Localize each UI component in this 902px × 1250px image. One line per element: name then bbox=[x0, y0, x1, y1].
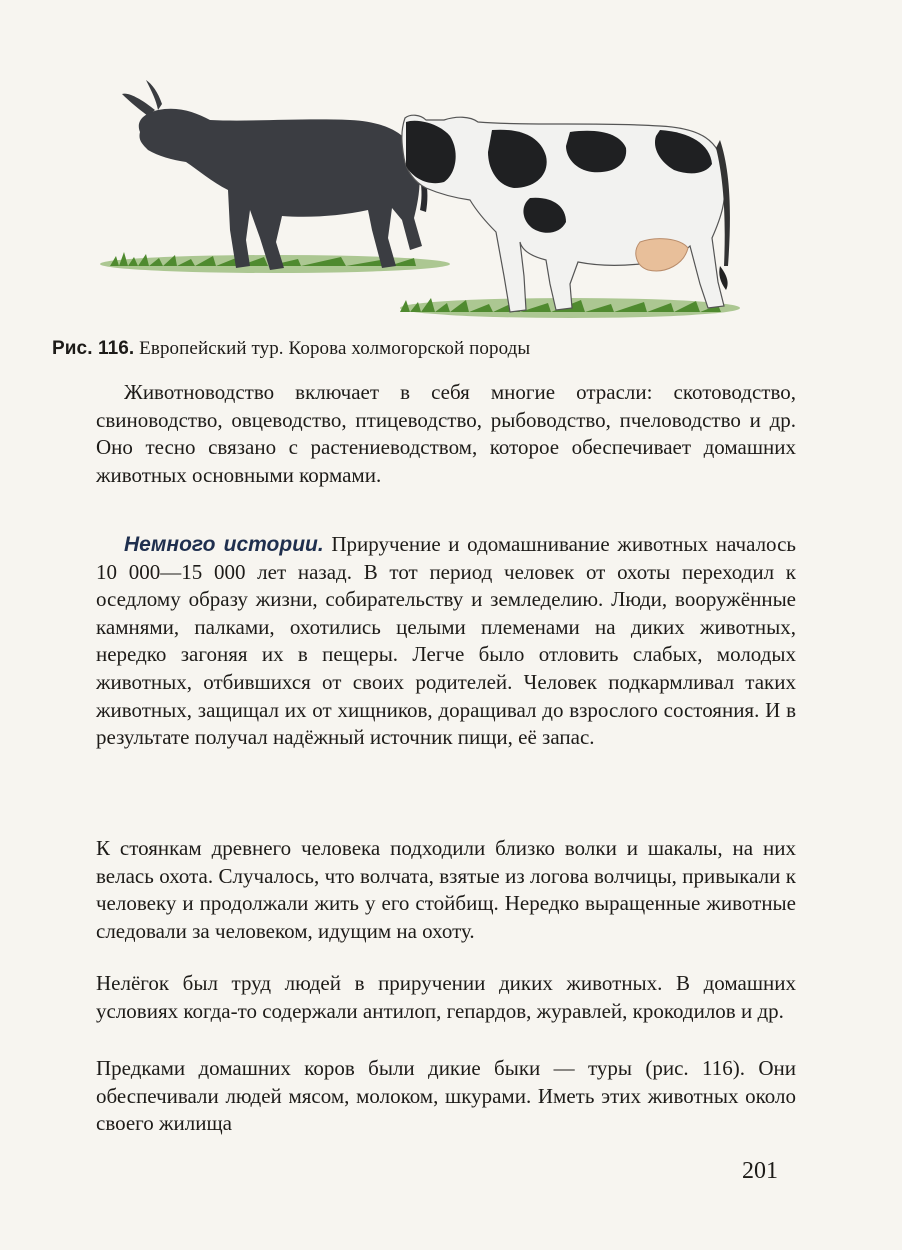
paragraph-livestock bbox=[96, 379, 796, 489]
aurochs-drawing bbox=[122, 80, 427, 270]
cattle-illustration bbox=[100, 70, 750, 332]
paragraph-livestock-text: Животноводство включает в себя многие отрасли: скотоводство, свиноводство, овцеводство, птицеводство, рыбоводство, пчеловодство и др. Оно тесно связано с растениеводством, которое обеспечивает домашних животных основными кормами. bbox=[96, 380, 796, 487]
history-text: Приручение и одомашнивание животных началось 10 000—15 000 лет назад. В тот период человек от охоты переходил к оседлому образу жизни, собирательству и земледелию. Люди, вооружённые камнями, палками, охотились целыми племенами на диких животных, нередко загоняя их в пещеры. Легче было отловить слабых, молодых животных, отбившихся от своих родителей. Человек подкармливал таких животных, защищал их от хищников, доращивал до взрослого состояния. И в результате получал надёжный источник пищи, её запас. bbox=[96, 532, 796, 750]
paragraph-wolves bbox=[96, 835, 796, 945]
paragraph-taming-text: Нелёгок был труд людей в приручении диких животных. В домашних условиях когда-то содержали антилоп, гепардов, журавлей, крокодилов и др. bbox=[96, 971, 796, 1023]
paragraph-taming bbox=[96, 970, 796, 1025]
figure-caption-text: Европейский тур. Корова холмогорской породы bbox=[134, 338, 531, 359]
history-heading: Немного истории. bbox=[124, 533, 324, 556]
paragraph-history bbox=[96, 531, 796, 752]
figure-caption bbox=[52, 337, 852, 361]
figure-label: Рис. 116. bbox=[52, 338, 135, 359]
paragraph-aurochs bbox=[96, 1055, 796, 1138]
figure-illustration bbox=[100, 70, 750, 332]
cow-drawing bbox=[402, 115, 730, 312]
page-number: 201 bbox=[742, 1158, 778, 1184]
paragraph-wolves-text: К стоянкам древнего человека подходили близко волки и шакалы, на них велась охота. Случалось, что волчата, взятые из логова волчицы, привыкали к человеку и продолжали жить у его стойбищ. Нередко выращенные животные следовали за человеком, идущим на охоту. bbox=[96, 836, 796, 943]
paragraph-aurochs-text: Предками домашних коров были дикие быки — туры (рис. 116). Они обеспечивали людей мясом, молоком, шкурами. Иметь этих животных около своего жилища bbox=[96, 1056, 796, 1136]
